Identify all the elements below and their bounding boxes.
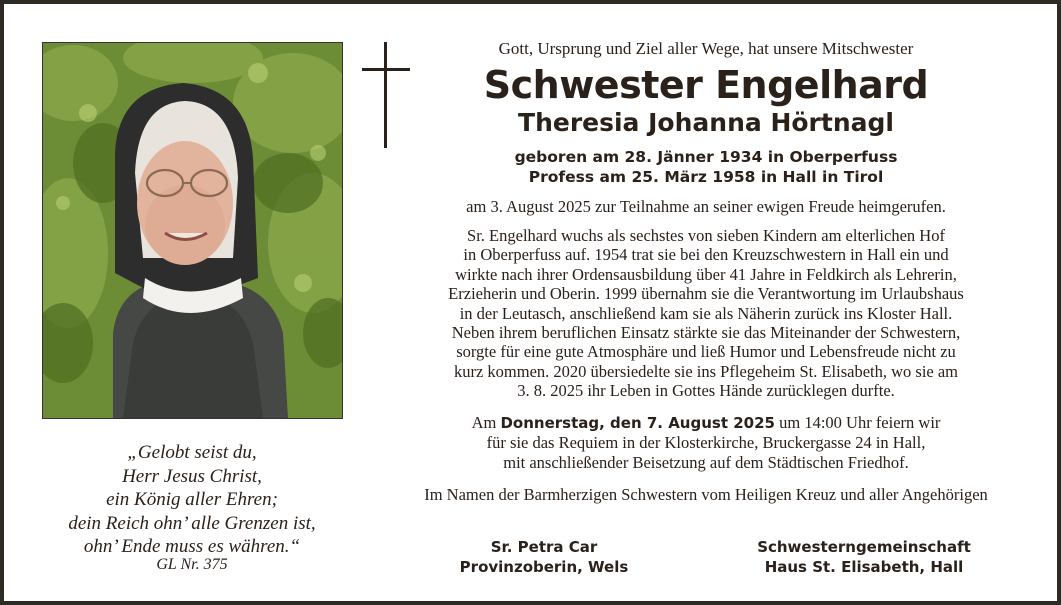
quote-line: dein Reich ohn’ alle Grenzen ist, <box>68 512 316 534</box>
signature-title: Provinzoberin, Wels <box>459 558 629 576</box>
requiem-line: mit anschließender Beisetzung auf dem Städtischen Friedhof. <box>503 452 909 472</box>
bio-line: Neben ihrem beruflichen Einsatz stärkte sie das Miteinander der Schwestern, <box>451 323 961 343</box>
quote-source: GL Nr. 375 <box>156 556 228 573</box>
intro-line: Gott, Ursprung und Ziel aller Wege, hat unsere Mitschwester <box>498 39 914 58</box>
signature-community <box>734 537 994 577</box>
requiem-date: Donnerstag, den 7. August 2025 <box>500 413 775 432</box>
bio-line: in der Leutasch, anschließend kam sie als Näherin zurück ins Kloster Hall. <box>459 303 953 323</box>
death-line: am 3. August 2025 zur Teilnahme an seiner ewigen Freude heimgerufen. <box>466 197 946 216</box>
hymn-quote <box>42 441 342 559</box>
bio-line: in Oberperfuss auf. 1954 trat sie bei den Kreuzschwestern in Hall ein und <box>463 245 949 265</box>
requiem-info <box>384 413 1028 473</box>
quote-line: ohn’ Ende muss es währen.“ <box>83 536 301 557</box>
deceased-full-name: Theresia Johanna Hörtnagl <box>518 108 894 137</box>
portrait-photo <box>42 42 343 419</box>
signature-provincial <box>434 537 654 577</box>
deceased-name: Schwester Engelhard <box>483 63 929 107</box>
quote-line: ein König aller Ehren; <box>106 489 278 510</box>
bio-line: Erzieherin und Oberin. 1999 übernahm sie die Verantwortung im Urlaubshaus <box>448 284 964 304</box>
mourners-line: Im Namen der Barmherzigen Schwestern vom Heiligen Kreuz und aller Angehörigen <box>424 484 988 504</box>
obituary-text <box>384 38 1028 505</box>
biography <box>384 226 1028 401</box>
requiem-prefix: Am <box>471 412 497 432</box>
quote-line: „Gelobt seist du, <box>127 442 257 463</box>
bio-line: sorgte für eine gute Atmosphäre und ließ Humor und Lebensfreude nicht zu <box>456 342 956 362</box>
requiem-line: für sie das Requiem in der Klosterkirche, Bruckergasse 24 in Hall, <box>486 432 926 452</box>
profess-line: Profess am 25. März 1958 in Hall in Tirol <box>528 168 884 186</box>
bio-line: Sr. Engelhard wuchs als sechstes von sieben Kindern am elterlichen Hof <box>467 226 945 245</box>
life-dates <box>384 147 1028 187</box>
requiem-line <box>384 413 1028 433</box>
requiem-time: um 14:00 Uhr feiern wir <box>779 412 941 432</box>
bio-line: 3. 8. 2025 ihr Leben in Gottes Hände zurücklegen durfte. <box>517 381 895 401</box>
signatures <box>384 537 1028 581</box>
signature-name: Schwesterngemeinschaft <box>757 538 971 556</box>
birth-line: geboren am 28. Jänner 1934 in Oberperfuss <box>514 148 898 166</box>
bio-line: kurz kommen. 2020 übersiedelte sie ins Pflegeheim St. Elisabeth, wo sie am <box>453 361 959 381</box>
bio-line: wirkte nach ihrer Ordensausbildung über 41 Jahre in Feldkirch als Lehrerin, <box>455 264 957 284</box>
signature-title: Haus St. Elisabeth, Hall <box>764 558 964 576</box>
signature-name: Sr. Petra Car <box>490 538 598 556</box>
quote-line: Herr Jesus Christ, <box>122 465 262 487</box>
